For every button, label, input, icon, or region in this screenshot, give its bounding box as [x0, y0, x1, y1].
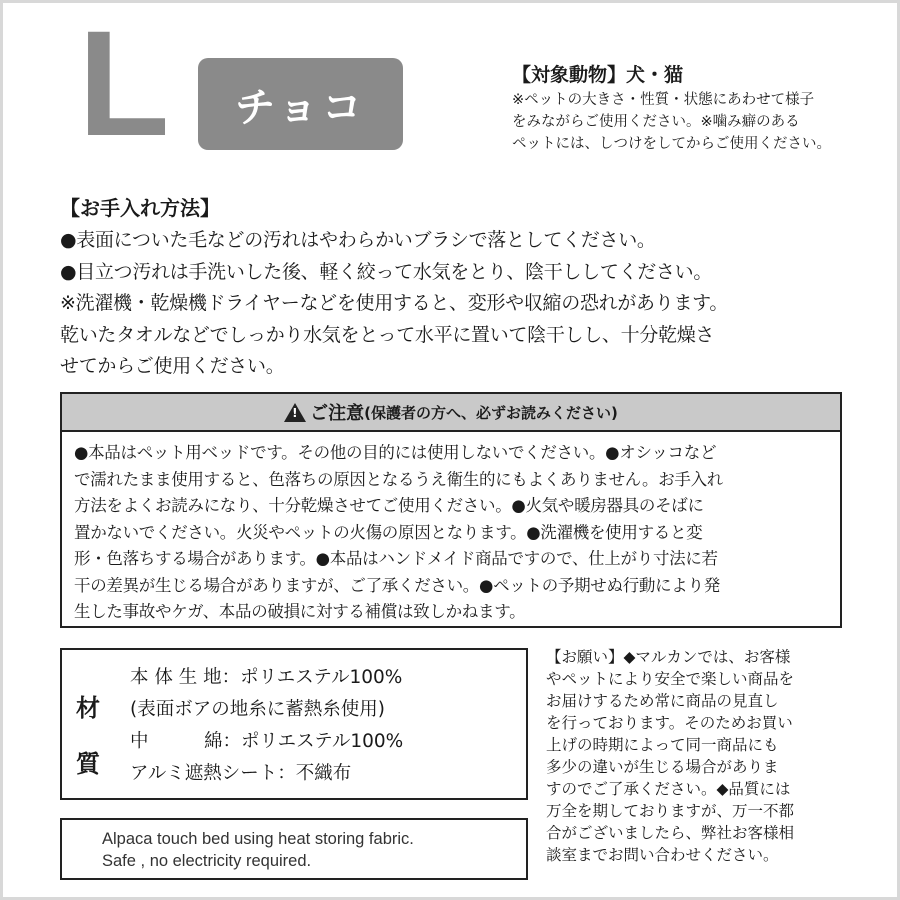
material-row: (表面ボアの地糸に蓄熱糸使用)	[130, 699, 385, 720]
request-line: を行っております。そのためお買い	[546, 714, 793, 732]
target-line: ペットには、しつけをしてからご使用ください。	[512, 136, 831, 152]
english-line: Safe , no electricity required.	[102, 852, 312, 870]
request-line: 談室までお問い合わせください。	[546, 846, 779, 864]
color-badge: チョコ	[198, 58, 403, 150]
target-line: をみながらご使用ください。※噛み癖のある	[512, 114, 800, 130]
material-box	[60, 648, 528, 800]
care-heading: 【お手入れ方法】	[60, 196, 220, 220]
material-row: アルミ遮熱シート：不織布	[130, 763, 352, 784]
caution-line: 方法をよくお読みになり、十分乾燥させてご使用ください。●火気や暖房器具のそばに	[74, 496, 704, 515]
size-letter: L	[78, 0, 170, 167]
material-row: 本 体 生 地：ポリエステル100%	[130, 667, 403, 688]
caution-line: 置かないでください。火災やペットの火傷の原因となります。●洗濯機を使用すると変	[74, 522, 703, 542]
care-line: 乾いたタオルなどでしっかり水気をとって水平に置いて陰干しし、十分乾燥さ	[60, 323, 715, 346]
caution-body	[62, 432, 840, 634]
caution-line: 干の差異が生じる場合がありますが、ご了承ください。●ペットの予期せぬ行動により発	[74, 575, 720, 595]
caution-line: 形・色落ちする場合があります。●本品はハンドメイド商品ですので、仕上がり寸法に若	[74, 549, 718, 568]
warning-icon	[284, 403, 306, 422]
caution-subtitle: (保護者の方へ、必ずお読みください)	[364, 403, 618, 422]
english-description-box	[60, 818, 528, 880]
target-animals-heading: 【対象動物】犬・猫	[512, 64, 684, 86]
material-rows	[130, 662, 403, 790]
request-line: 上げの時期によって同一商品にも	[546, 736, 779, 754]
care-line: せてからご使用ください。	[60, 355, 285, 377]
request-section	[546, 646, 876, 866]
caution-line: で濡れたまま使用すると、色落ちの原因となるうえ衛生的にもよくありません。お手入れ	[74, 469, 723, 489]
english-line: Alpaca touch bed using heat storing fabric.	[102, 830, 414, 848]
material-label-bottom: 質	[76, 750, 100, 778]
request-line: 【お願い】◆マルカンでは、お客様	[546, 648, 791, 666]
request-line: すのでご了承ください。◆品質には	[546, 780, 791, 798]
caution-title: ご注意	[310, 403, 365, 424]
care-section	[60, 192, 880, 383]
material-label-top: 材	[76, 694, 100, 722]
request-line: やペットにより安全で楽しい商品を	[546, 670, 795, 688]
caution-box	[60, 392, 842, 628]
caution-header	[62, 394, 840, 432]
request-line: お届けするため常に商品の見直し	[546, 692, 779, 710]
caution-line: ●本品はペット用ベッドです。その他の目的には使用しないでください。●オシッコなど	[74, 443, 717, 462]
target-line: ※ペットの大きさ・性質・状態にあわせて様子	[512, 92, 815, 108]
request-line: 合がございましたら、弊社お客様相	[546, 824, 795, 842]
material-label	[76, 680, 106, 792]
request-line: 万全を期しておりますが、万一不都	[546, 802, 795, 820]
material-row: 中 綿：ポリエステル100%	[130, 731, 404, 752]
target-animals-section	[512, 60, 892, 155]
care-line: ●表面についた毛などの汚れはやわらかいブラシで落としてください。	[60, 229, 656, 251]
caution-line: 生した事故やケガ、本品の破損に対する補償は致しかねます。	[74, 602, 526, 621]
care-line: ※洗濯機・乾燥機ドライヤーなどを使用すると、変形や収縮の恐れがあります。	[60, 292, 729, 314]
care-line: ●目立つ汚れは手洗いした後、軽く絞って水気をとり、陰干ししてください。	[60, 260, 713, 283]
request-line: 多少の違いが生じる場合がありま	[546, 758, 779, 776]
